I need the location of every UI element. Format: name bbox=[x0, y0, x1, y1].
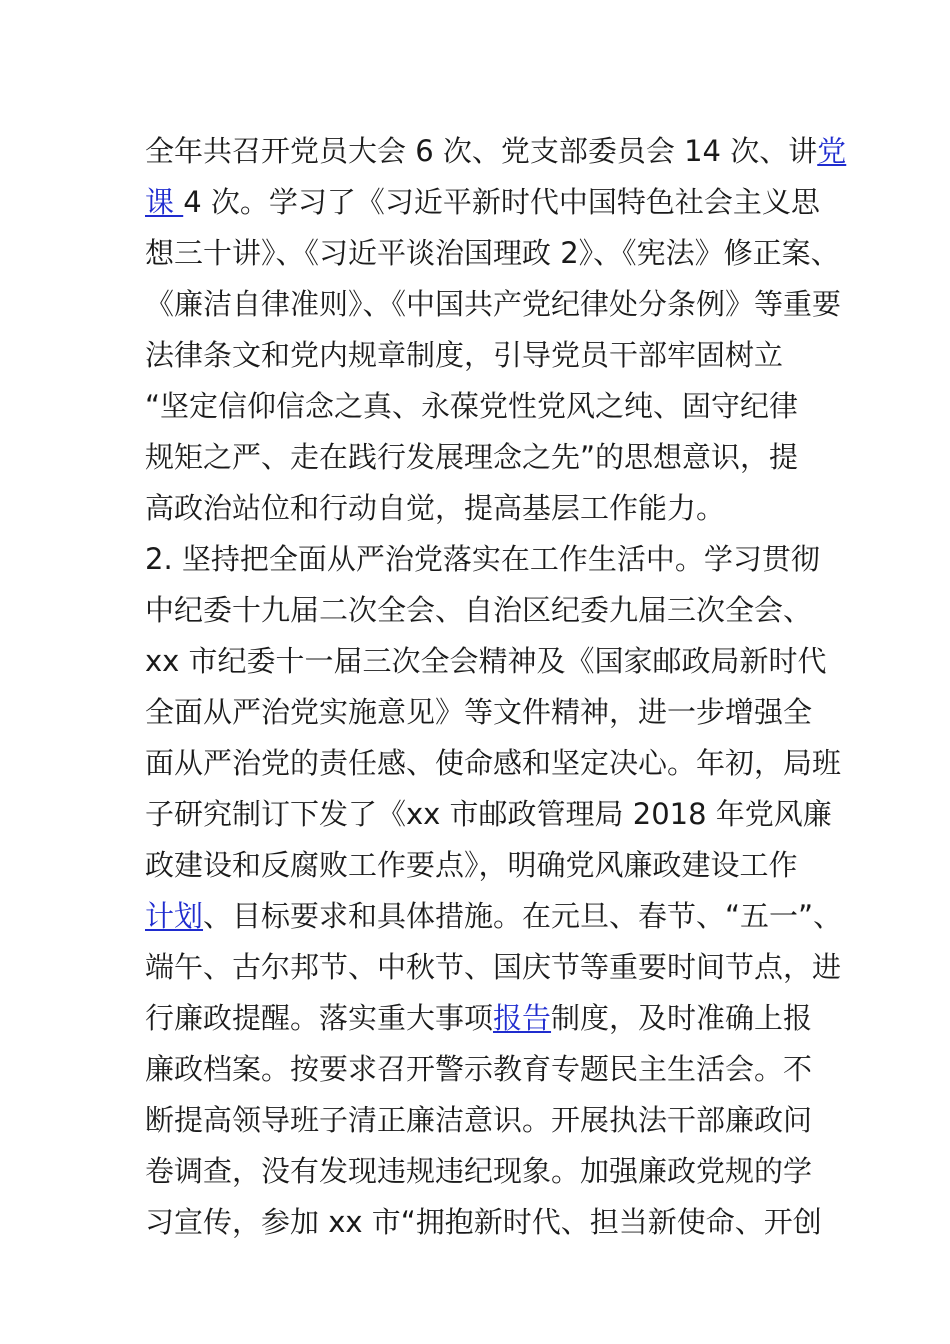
text-line bbox=[145, 228, 840, 279]
text-segment: 2. 坚持把全面从严治党落实在工作生活中。学习贯彻 bbox=[145, 542, 820, 576]
text-segment: 4 次。学习了《习近平新时代中国特色社会主义思 bbox=[183, 185, 820, 219]
text-segment: 高政治站位和行动自觉，提高基层工作能力。 bbox=[145, 491, 726, 525]
text-line bbox=[145, 279, 842, 330]
text-line bbox=[145, 1095, 815, 1146]
text-segment: 习宣传，参加 xx 市“拥抱新时代、担当新使命、开创 bbox=[145, 1205, 822, 1239]
inline-link[interactable]: 课 bbox=[145, 185, 184, 219]
inline-link[interactable]: 党 bbox=[817, 134, 847, 168]
text-segment: 政建设和反腐败工作要点》，明确党风廉政建设工作 bbox=[145, 848, 798, 882]
text-line bbox=[145, 483, 815, 534]
text-segment: 想三十讲》、《习近平谈治国理政 2》、《宪法》修正案、 bbox=[145, 236, 840, 270]
text-line bbox=[145, 177, 820, 228]
text-line bbox=[145, 942, 842, 993]
text-segment: 行廉政提醒。落实重大事项 bbox=[145, 1001, 494, 1035]
text-segment: xx 市纪委十一届三次全会精神及《国家邮政局新时代 bbox=[145, 644, 827, 678]
text-line bbox=[145, 432, 815, 483]
inline-link[interactable]: 报告 bbox=[493, 1001, 552, 1035]
text-segment: “坚定信仰信念之真、永葆党性党风之纯、固守纪律 bbox=[145, 389, 799, 423]
text-line bbox=[145, 585, 815, 636]
text-line bbox=[145, 1044, 815, 1095]
text-segment: 规矩之严、走在践行发展理念之先”的思想意识，提 bbox=[145, 440, 799, 474]
text-segment: 子研究制订下发了《xx 市邮政管理局 2018 年党风廉 bbox=[145, 797, 832, 831]
text-line bbox=[145, 534, 820, 585]
text-line bbox=[145, 1146, 815, 1197]
text-line bbox=[145, 789, 832, 840]
text-segment: 中纪委十九届二次全会、自治区纪委九届三次全会、 bbox=[145, 593, 813, 627]
text-line bbox=[145, 993, 815, 1044]
text-segment: 全年共召开党员大会 6 次、党支部委员会 14 次、讲 bbox=[145, 134, 818, 168]
text-segment: 法律条文和党内规章制度，引导党员干部牢固树立 bbox=[145, 338, 784, 372]
text-segment: 、目标要求和具体措施。在元旦、春节、“五一”、 bbox=[203, 899, 843, 933]
text-line bbox=[145, 891, 843, 942]
text-line bbox=[145, 636, 827, 687]
text-line bbox=[145, 381, 815, 432]
text-line bbox=[145, 738, 842, 789]
text-segment: 断提高领导班子清正廉洁意识。开展执法干部廉政问 bbox=[145, 1103, 813, 1137]
inline-link[interactable]: 计划 bbox=[145, 899, 204, 933]
text-line bbox=[145, 840, 815, 891]
document-body bbox=[145, 126, 847, 1248]
text-segment: 廉政档案。按要求召开警示教育专题民主生活会。不 bbox=[145, 1052, 813, 1086]
text-segment: 面从严治党的责任感、使命感和坚定决心。年初，局班 bbox=[145, 746, 842, 780]
text-line bbox=[145, 687, 815, 738]
text-segment: 《廉洁自律准则》、《中国共产党纪律处分条例》等重要 bbox=[145, 287, 842, 321]
text-segment: 端午、古尔邦节、中秋节、国庆节等重要时间节点，进 bbox=[145, 950, 842, 984]
text-segment: 全面从严治党实施意见》等文件精神，进一步增强全 bbox=[145, 695, 813, 729]
text-line bbox=[145, 1197, 822, 1248]
text-segment: 卷调查，没有发现违规违纪现象。加强廉政党规的学 bbox=[145, 1154, 813, 1188]
text-line bbox=[145, 330, 815, 381]
text-line bbox=[145, 126, 847, 177]
text-segment: 制度，及时准确上报 bbox=[551, 1001, 813, 1035]
